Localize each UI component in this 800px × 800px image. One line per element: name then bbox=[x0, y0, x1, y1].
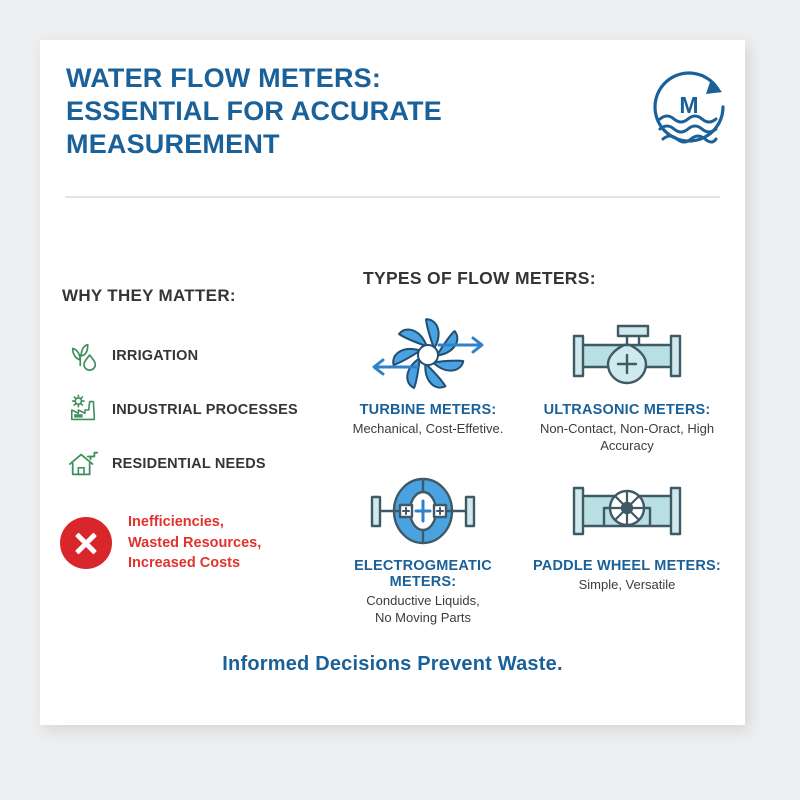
header-divider bbox=[65, 196, 720, 198]
page-title-line-3: MEASUREMENT bbox=[66, 128, 280, 159]
plant-droplet-icon bbox=[62, 338, 106, 374]
page-title-line-1: WATER FLOW METERS: bbox=[66, 63, 382, 93]
warning-line-3: Increased Costs bbox=[128, 555, 241, 572]
meter-name: ULTRASONIC METERS: bbox=[543, 402, 711, 418]
why-item-residential-needs bbox=[62, 444, 342, 484]
why-item-label: IRRIGATION bbox=[112, 348, 199, 364]
meter-description-line-1: Non-Contact, Non-Oract, High bbox=[539, 421, 715, 436]
infographic-card bbox=[40, 40, 745, 725]
meter-description-line-1: Conductive Liquids, bbox=[366, 593, 480, 608]
page-title bbox=[66, 62, 546, 161]
x-circle-icon bbox=[60, 517, 112, 569]
warning-text bbox=[128, 512, 261, 574]
types-of-flow-meters-heading: TYPES OF FLOW METERS: bbox=[363, 268, 596, 288]
meter-description-line-1: Mechanical, Cost-Effetive. bbox=[352, 421, 504, 436]
meter-name: PADDLE WHEEL METERS: bbox=[533, 558, 721, 574]
meter-name: ELECTROGMEATIC METERS: bbox=[354, 558, 492, 590]
footer-tagline: Informed Decisions Prevent Waste. bbox=[222, 653, 563, 675]
turbine-rotor-icon bbox=[328, 312, 528, 398]
svg-text:M: M bbox=[679, 92, 699, 118]
water-meter-logo-icon bbox=[643, 61, 735, 153]
warning-line-1: Inefficiencies, bbox=[128, 514, 224, 530]
meter-card-electromagnetic bbox=[323, 468, 523, 627]
house-faucet-icon bbox=[62, 446, 106, 482]
why-item-label: RESIDENTIAL NEEDS bbox=[112, 456, 266, 472]
meter-description bbox=[527, 577, 727, 594]
warning-line-2: Wasted Resources, bbox=[128, 534, 262, 551]
meter-card-turbine bbox=[328, 312, 528, 438]
meter-card-paddle-wheel bbox=[527, 468, 727, 594]
meter-description bbox=[323, 593, 523, 627]
meter-card-ultrasonic bbox=[527, 312, 727, 455]
factory-gear-icon bbox=[62, 392, 106, 428]
paddle-wheel-icon bbox=[527, 468, 727, 554]
warning-callout bbox=[60, 512, 350, 574]
meter-description bbox=[328, 421, 528, 438]
meter-description bbox=[527, 421, 727, 455]
meter-name: TURBINE METERS: bbox=[359, 402, 497, 418]
meter-description-line-2: No Moving Parts bbox=[374, 609, 472, 625]
ultrasonic-pipe-icon bbox=[527, 312, 727, 398]
meter-description-line-1: Simple, Versatile bbox=[578, 577, 676, 592]
page-title-line-2: ESSENTIAL FOR ACCURATE bbox=[66, 95, 442, 126]
electromagnetic-meter-icon bbox=[323, 468, 523, 554]
meter-description-line-2: Accuracy bbox=[600, 437, 654, 453]
why-item-label: INDUSTRIAL PROCESSES bbox=[112, 402, 298, 418]
why-they-matter-heading: WHY THEY MATTER: bbox=[62, 286, 236, 305]
why-item-industrial-processes bbox=[62, 390, 342, 430]
why-item-irrigation bbox=[62, 336, 342, 376]
